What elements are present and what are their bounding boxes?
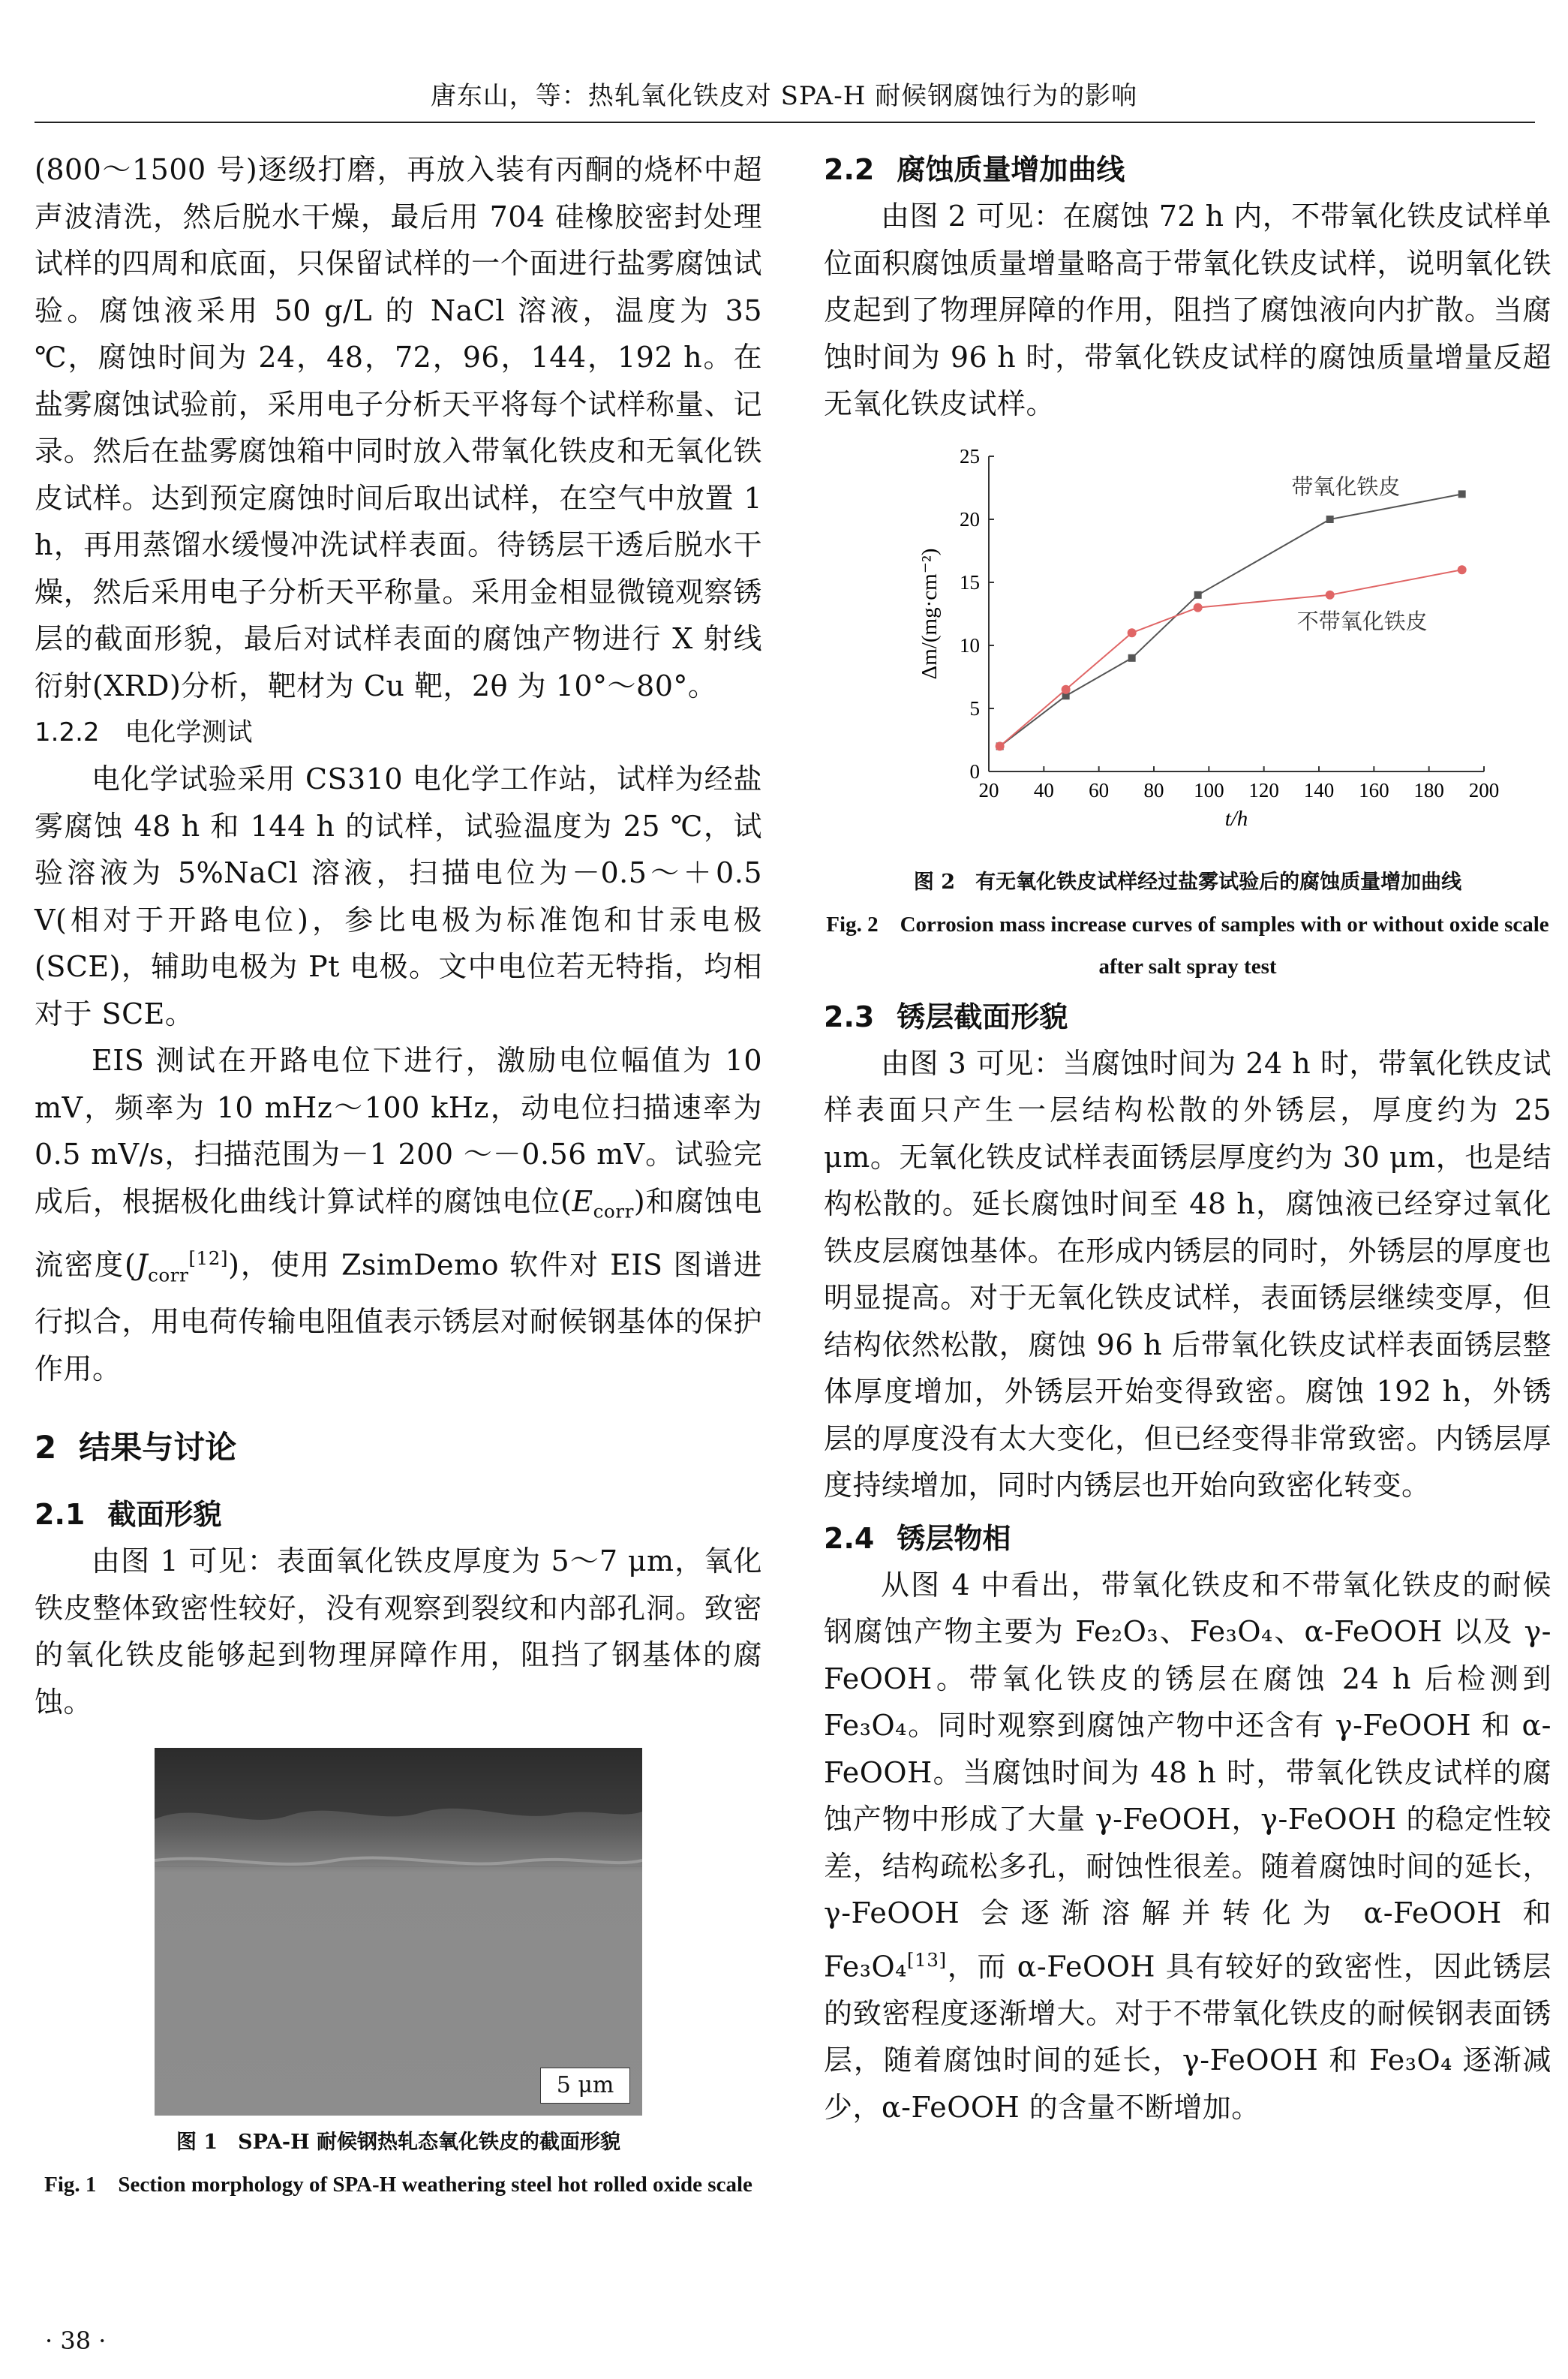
scale-bar-label: 5 μm: [540, 2068, 630, 2104]
section-number: 2.4: [824, 1521, 875, 1555]
x-tick-label: 40: [1033, 778, 1054, 802]
series-2-point: [1128, 628, 1137, 637]
section-number: 2.1: [35, 1498, 86, 1532]
x-tick-label: 120: [1248, 778, 1279, 802]
left-column: [35, 146, 762, 2206]
series-2-point: [1326, 590, 1335, 599]
j-subscript: corr: [148, 1263, 189, 1286]
phase-text-b: ，而 α-FeOOH 具有较好的致密性，因此锈层的致密程度逐渐增大。对于不带氧化铁皮的耐候钢表面锈层，随着腐蚀时间的延长，γ-FeOOH 和 Fe₃O₄ 逐渐减少，α-FeOOH 的含量不断增加。: [824, 1950, 1551, 2124]
section-title: 结果与讨论: [79, 1429, 237, 1466]
figure-2-caption-cn: 图 2 有无氧化铁皮试样经过盐雾试验后的腐蚀质量增加曲线: [913, 870, 1462, 894]
micrograph-texture: [155, 1748, 642, 2116]
y-tick-label: 25: [960, 444, 980, 468]
x-tick-label: 200: [1468, 778, 1500, 802]
eis-text-b: )和腐蚀电流密度(: [35, 1184, 762, 1282]
j-symbol: J: [136, 1248, 149, 1282]
x-tick-label: 160: [1359, 778, 1389, 802]
section-number: 2.3: [824, 1000, 875, 1033]
phase-text-a: 从图 4 中看出，带氧化铁皮和不带氧化铁皮的耐候钢腐蚀产物主要为 Fe₂O₃、Fe₃O₄、α-FeOOH 以及 γ-FeOOH。带氧化铁皮的锈层在腐蚀 24 h 后检测到 Fe₃O₄。同时观察到腐蚀产物中还含有 γ-FeOOH 和 α-FeOOH。当腐蚀时间为 48 h 时，带氧化铁皮试样的腐蚀产物中形成了大量 γ-FeOOH，γ-FeOOH 的稳定性较差，结构疏松多孔，耐蚀性很差。随着腐蚀时间的延长，γ-FeOOH 会逐渐溶解并转化为 α-FeOOH 和 Fe₃O₄: [824, 1568, 1551, 1984]
eis-text-a: EIS 测试在开路电位下进行，激励电位幅值为 10 mV，频率为 10 mHz～100 kHz，动电位扫描速率为 0.5 mV/s，扫描范围为－1 200 ～－0.56 mV。试验完成后，根据极化曲线计算试样的腐蚀电位(: [35, 1044, 762, 1218]
y-tick-label: 10: [960, 633, 980, 657]
y-axis-label: Δm/(mg·cm⁻²): [918, 548, 942, 679]
x-tick-label: 100: [1194, 778, 1224, 802]
series-label-without-scale: 不带氧化铁皮: [1296, 608, 1428, 634]
figure-1-caption-en: Fig. 1 Section morphology of SPA-H weathering steel hot rolled oxide scale: [44, 2173, 752, 2197]
header-rule: [35, 122, 1535, 123]
citation-13: [13]: [906, 1948, 947, 1971]
figure-1-micrograph: [155, 1748, 642, 2116]
series-2-point: [996, 741, 1005, 750]
section-number: 2.2: [824, 153, 875, 186]
x-tick-label: 60: [1089, 778, 1110, 802]
section-heading-2-2: [824, 146, 1551, 193]
y-tick-label: 5: [969, 696, 980, 720]
x-axis-label: t/h: [1224, 806, 1248, 831]
figure-2-caption-en: Fig. 2 Corrosion mass increase curves of samples with or without oxide scale after salt spray test: [826, 912, 1549, 979]
paragraph-2-3: 由图 3 可见：当腐蚀时间为 24 h 时，带氧化铁皮试样表面只产生一层结构松散的外锈层，厚度约为 25 μm。无氧化铁皮试样表面锈层厚度约为 30 μm，也是结构松散的。延长腐蚀时间至 48 h，腐蚀液已经穿过氧化铁皮层腐蚀基体。在形成内锈层的同时，外锈层的厚度也明显提高。对于无氧化铁皮试样，表面锈层继续变厚，但结构依然松散，腐蚀 96 h 后带氧化铁皮试样表面锈层整体厚度增加，外锈层开始变得致密。腐蚀 192 h，外锈层的厚度没有太大变化，但已经变得非常致密。内锈层厚度持续增加，同时内锈层也开始向致密化转变。: [824, 1046, 1551, 1502]
paragraph-2-4: [824, 1562, 1551, 2131]
paragraph-electrochem: 电化学试验采用 CS310 电化学工作站，试样为经盐雾腐蚀 48 h 和 144 h 的试样，试验温度为 25 ℃，试验溶液为 5%NaCl 溶液，扫描电位为－0.5～＋0.5 V(相对于开路电位)，参比电极为标准饱和甘汞电极(SCE)，辅助电极为 Pt 电极。文中电位若无特指，均相对于 SCE。: [35, 762, 762, 1030]
figure-1-caption-cn: 图 1 SPA-H 耐候钢热轧态氧化铁皮的截面形貌: [176, 2131, 621, 2155]
section-heading-2-1: [35, 1491, 762, 1538]
series-line-2: [1000, 570, 1462, 746]
series-label-with-scale: 带氧化铁皮: [1291, 473, 1401, 499]
y-tick-label: 15: [960, 570, 980, 594]
section-heading-2-4: [824, 1515, 1551, 1562]
section-heading-1-2-2: 1.2.2 电化学测试: [35, 717, 253, 747]
paragraph-2-1: 由图 1 可见：表面氧化铁皮厚度为 5～7 μm，氧化铁皮整体致密性较好，没有观察到裂纹和内部孔洞。致密的氧化铁皮能够起到物理屏障作用，阻挡了钢基体的腐蚀。: [35, 1544, 762, 1719]
eis-text-c: )，使用 ZsimDemo 软件对 EIS 图谱进行拟合，用电荷传输电阻值表示锈层对耐候钢基体的保护作用。: [35, 1248, 762, 1385]
paragraph-2-2: 由图 2 可见：在腐蚀 72 h 内，不带氧化铁皮试样单位面积腐蚀质量增量略高于带氧化铁皮试样，说明氧化铁皮起到了物理屏障的作用，阻挡了腐蚀液向内扩散。当腐蚀时间为 96 h 时，带氧化铁皮试样的腐蚀质量增量反超无氧化铁皮试样。: [824, 200, 1551, 420]
e-subscript: corr: [593, 1200, 634, 1223]
y-tick-label: 0: [969, 759, 980, 783]
x-tick-label: 180: [1413, 778, 1444, 802]
section-heading-2: [35, 1425, 762, 1470]
series-1-point: [1194, 591, 1202, 598]
section-number: 2: [35, 1429, 57, 1466]
section-title: 截面形貌: [107, 1498, 222, 1532]
right-column: [824, 146, 1551, 2131]
y-tick-label: 20: [960, 507, 980, 531]
section-title: 锈层物相: [897, 1521, 1011, 1555]
series-2-point: [1458, 565, 1467, 574]
figure-2-chart: [824, 441, 1551, 862]
x-tick-label: 80: [1143, 778, 1164, 802]
x-tick-label: 140: [1303, 778, 1335, 802]
series-2-point: [1062, 684, 1071, 693]
series-2-point: [1194, 603, 1203, 612]
section-heading-2-3: [824, 994, 1551, 1040]
page-number: · 38 ·: [45, 2326, 107, 2355]
series-1-point: [1128, 654, 1136, 661]
section-title: 锈层截面形貌: [897, 1000, 1068, 1033]
series-1-point: [1326, 516, 1334, 523]
series-1-point: [1458, 490, 1466, 498]
running-header: 唐东山，等：热轧氧化铁皮对 SPA-H 耐候钢腐蚀行为的影响: [430, 81, 1138, 111]
paragraph-intro: (800～1500 号)逐级打磨，再放入装有丙酮的烧杯中超声波清洗，然后脱水干燥，最后用 704 硅橡胶密封处理试样的四周和底面，只保留试样的一个面进行盐雾腐蚀试验。腐蚀液采用 50 g/L 的 NaCl 溶液，温度为 35 ℃，腐蚀时间为 24，48，72，96，144，192 h。在盐雾腐蚀试验前，采用电子分析天平将每个试样称量、记录。然后在盐雾腐蚀箱中同时放入带氧化铁皮和无氧化铁皮试样。达到预定腐蚀时间后取出试样，在空气中放置 1 h，再用蒸馏水缓慢冲洗试样表面。待锈层干透后脱水干燥，然后采用电子分析天平称量。采用金相显微镜观察锈层的截面形貌，最后对试样表面的腐蚀产物进行 X 射线衍射(XRD)分析，靶材为 Cu 靶，2θ 为 10°～80°。: [35, 153, 762, 702]
section-title: 腐蚀质量增加曲线: [897, 153, 1125, 186]
x-tick-label: 20: [978, 778, 999, 802]
citation-12: [12]: [188, 1247, 229, 1269]
e-symbol: E: [572, 1184, 593, 1218]
paragraph-eis: [35, 1037, 762, 1392]
